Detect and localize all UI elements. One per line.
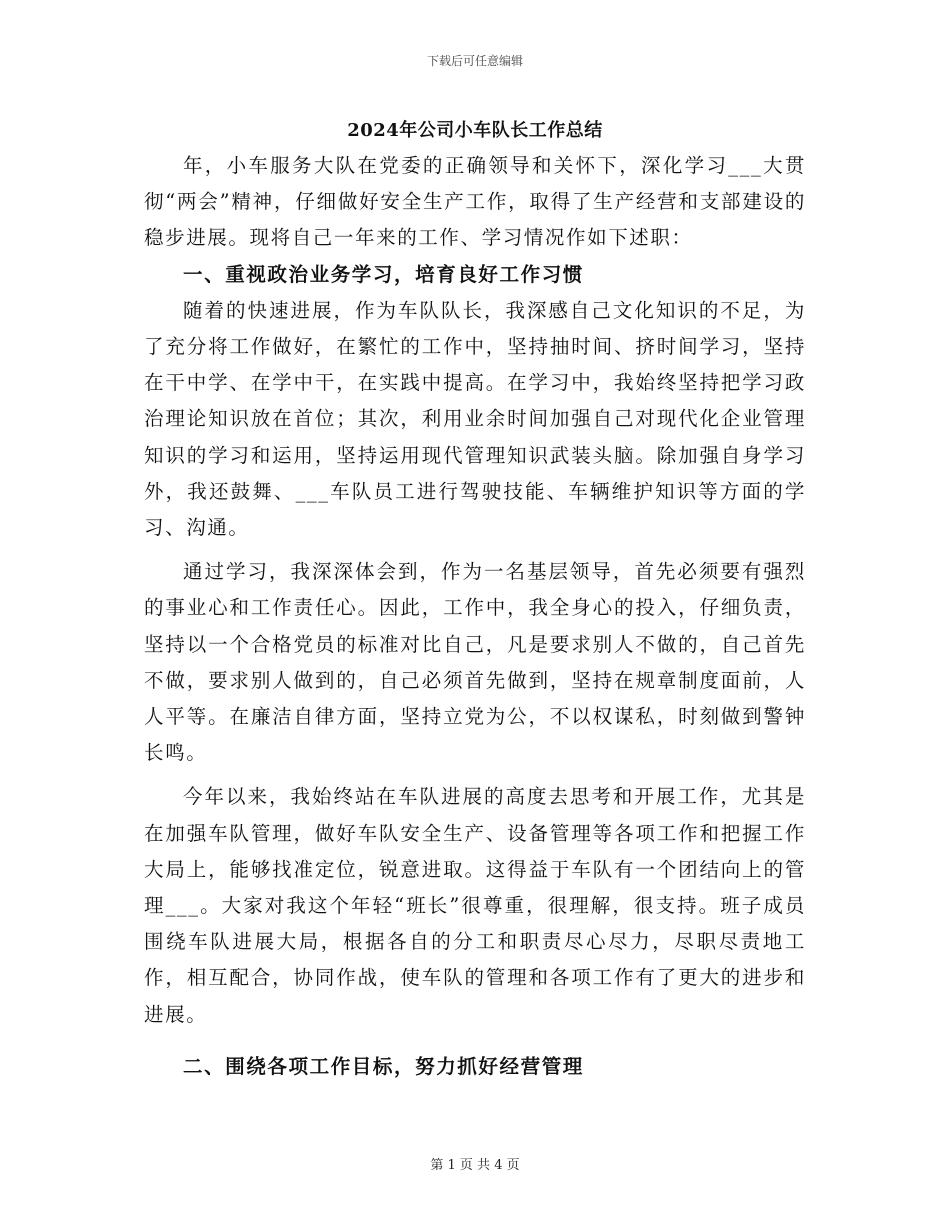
page-number: 第 1 页 共 4 页 — [430, 1158, 520, 1173]
section1-paragraph-2: 通过学习，我深深体会到，作为一名基层领导，首先必须要有强烈的事业心和工作责任心。因此，工作中，我全身心的投入，仔细负责，坚持以一个合格党员的标准对比自己，凡是要求别人不做的，自己首先不做，要求别人做到的，自己必须首先做到，坚持在规章制度面前，人人平等。在廉洁自律方面，坚持立党为公，不以权谋私，时刻做到警钟长鸣。 — [144, 560, 806, 765]
document-title: 2024年公司小车队长工作总结 — [347, 120, 603, 141]
document-body — [144, 148, 806, 1085]
section1-paragraph-1: 随着的快速进展，作为车队队长，我深感自己文化知识的不足，为了充分将工作做好，在繁忙的工作中，坚持抽时间、挤时间学习，坚持在干中学、在学中干，在实践中提高。在学习中，我始终坚持把学习政治理论知识放在首位；其次，利用业余时间加强自己对现代化企业管理知识的学习和运用，坚持运用现代管理知识武装头脑。除加强自身学习外，我还鼓舞、___车队员工进行驾驶技能、车辆维护知识等方面的学习、沟通。 — [144, 298, 806, 540]
section-heading-1: 一、重视政治业务学习，培育良好工作习惯 — [183, 262, 584, 286]
section1-paragraph-3: 今年以来，我始终站在车队进展的高度去思考和开展工作，尤其是在加强车队管理，做好车队安全生产、设备管理等各项工作和把握工作大局上，能够找准定位，锐意进取。这得益于车队有一个团结向上的管理___。大家对我这个年轻“班长”很尊重，很理解，很支持。班子成员围绕车队进展大局，根据各自的分工和职责尽心尽力，尽职尽责地工作，相互配合，协同作战，使车队的管理和各项工作有了更大的进步和进展。 — [144, 785, 806, 1026]
intro-paragraph: 年，小车服务大队在党委的正确领导和关怀下，深化学习___大贯彻“两会”精神，仔细做好安全生产工作，取得了生产经营和支部建设的稳步进展。现将自己一年来的工作、学习情况作如下述职： — [144, 154, 806, 250]
page-header-note: 下载后可任意编辑 — [426, 54, 523, 68]
section-heading-2: 二、围绕各项工作目标，努力抓好经营管理 — [183, 1054, 584, 1078]
